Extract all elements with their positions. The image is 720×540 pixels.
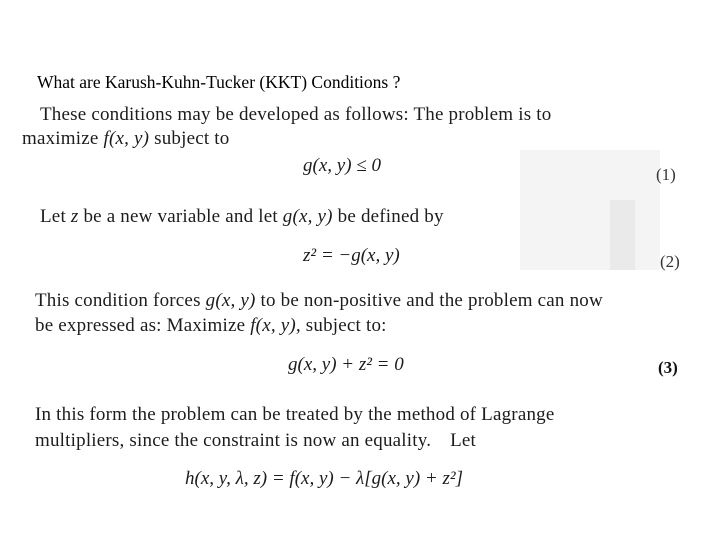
text-fragment: Let xyxy=(40,206,66,227)
math-expression: f(x, y), xyxy=(250,315,301,336)
math-variable: z xyxy=(70,206,79,227)
equation-number: (3) xyxy=(658,358,678,377)
math-expression: g(x, y) + z² = 0 xyxy=(288,354,404,375)
equation-number: (2) xyxy=(660,252,680,271)
equation-number: (1) xyxy=(656,165,676,184)
text-fragment: to be non-positive and the problem can now xyxy=(260,290,603,311)
text-fragment: maximize xyxy=(22,128,99,149)
math-expression: g(x, y) xyxy=(282,206,333,227)
text-fragment: be expressed as: Maximize xyxy=(35,315,246,336)
text-line xyxy=(35,315,387,337)
text-line xyxy=(22,128,229,150)
text-line xyxy=(35,290,603,312)
text-line: These conditions may be developed as follows: The problem is to xyxy=(40,104,552,125)
math-expression: g(x, y) ≤ 0 xyxy=(303,155,381,176)
text-fragment: be defined by xyxy=(337,206,444,227)
equation-4 xyxy=(185,468,463,490)
math-expression: h(x, y, λ, z) = f(x, y) − λ[g(x, y) + z²] xyxy=(185,468,463,489)
text-line xyxy=(40,206,444,228)
equation-3 xyxy=(288,354,404,376)
text-fragment: Let xyxy=(450,430,477,451)
text-fragment: subject to: xyxy=(305,315,387,336)
math-expression: z² = −g(x, y) xyxy=(303,245,400,266)
scan-shading xyxy=(610,200,635,270)
slide-title: What are Karush-Kuhn-Tucker (KKT) Conditions ? xyxy=(37,72,401,92)
math-expression: g(x, y) xyxy=(205,290,256,311)
text-fragment: This condition forces xyxy=(35,290,201,311)
equation-2 xyxy=(303,245,400,267)
text-line: In this form the problem can be treated by the method of Lagrange xyxy=(35,404,555,425)
math-expression: f(x, y) xyxy=(103,128,150,149)
equation-1 xyxy=(303,155,381,177)
text-fragment: multipliers, since the constraint is now an equality. xyxy=(35,430,432,451)
text-fragment: be a new variable and let xyxy=(83,206,278,227)
scan-shading xyxy=(520,150,660,270)
text-line xyxy=(35,430,476,452)
text-fragment: subject to xyxy=(154,128,230,149)
